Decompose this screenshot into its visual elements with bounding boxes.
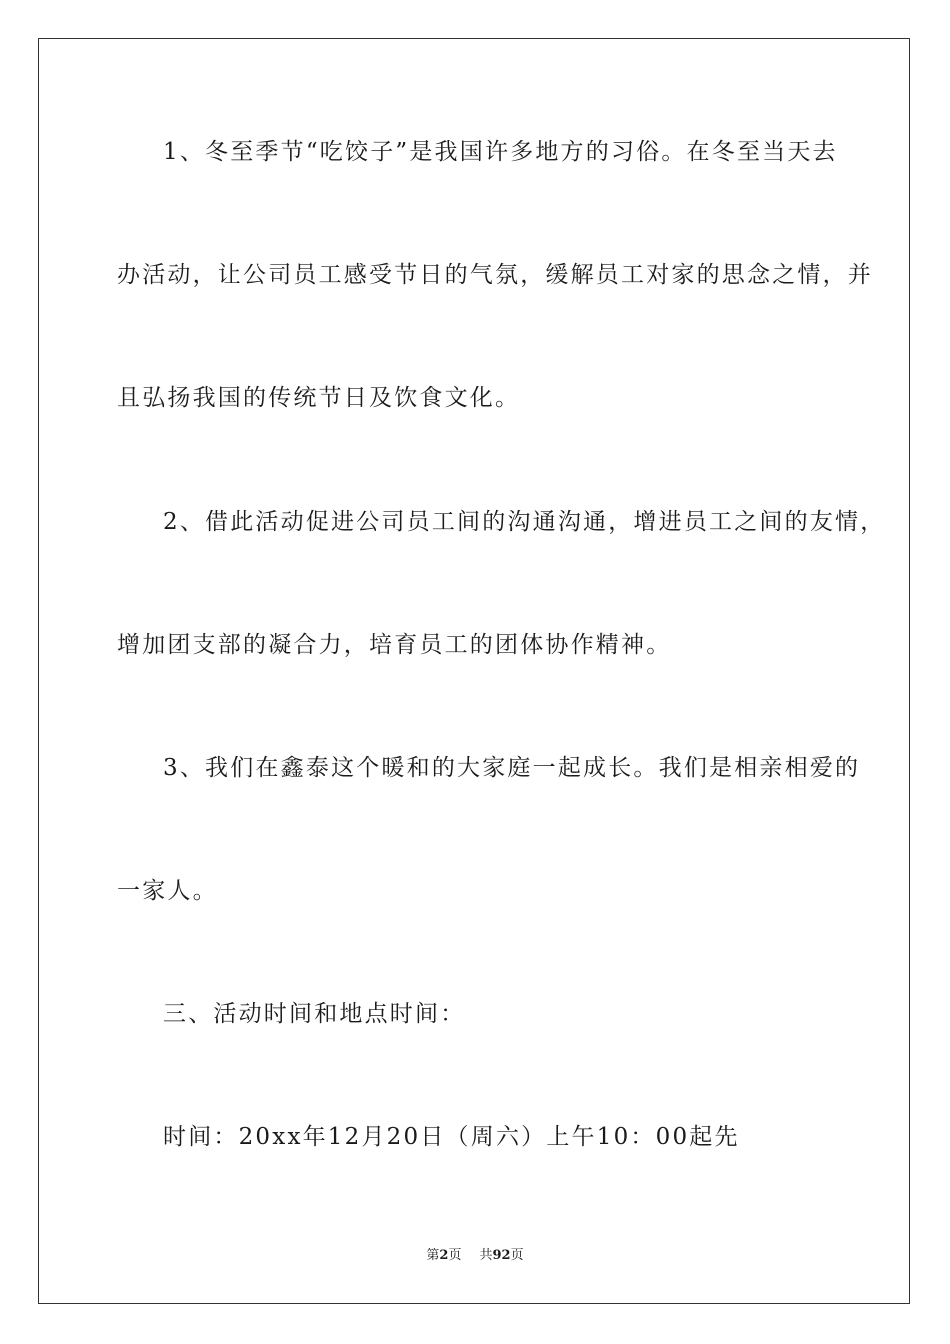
page-border [38,38,910,1304]
footer-page-prefix: 第 [426,1248,440,1263]
footer-total-pages: 92 [492,1248,511,1263]
page-footer [0,1247,950,1265]
paragraph-line: 办活动，让公司员工感受节日的气氛，缓解员工对家的思念之情，并 [117,262,873,288]
paragraph-line: 且弘扬我国的传统节日及饮食文化。 [117,385,521,411]
paragraph-line: 增加团支部的凝合力，培育员工的团体协作精神。 [117,632,672,658]
paragraph-line: 2、借此活动促进公司员工间的沟通沟通，增进员工之间的友情， [163,509,886,535]
footer-total-unit: 页 [510,1248,524,1263]
paragraph-line: 1、冬至季节“吃饺子”是我国许多地方的习俗。在冬至当天去 [163,139,838,165]
paragraph-line: 一家人。 [117,878,218,904]
paragraph-line: 时间：20xx年12月20日（周六）上午10：00起先 [163,1124,740,1150]
footer-total-prefix: 共 [479,1248,493,1263]
section-heading: 三、活动时间和地点时间： [163,1001,466,1027]
paragraph-line: 3、我们在鑫泰这个暖和的大家庭一起成长。我们是相亲相爱的 [163,755,861,781]
footer-page-unit: 页 [448,1248,462,1263]
footer-page-number: 2 [439,1248,449,1263]
